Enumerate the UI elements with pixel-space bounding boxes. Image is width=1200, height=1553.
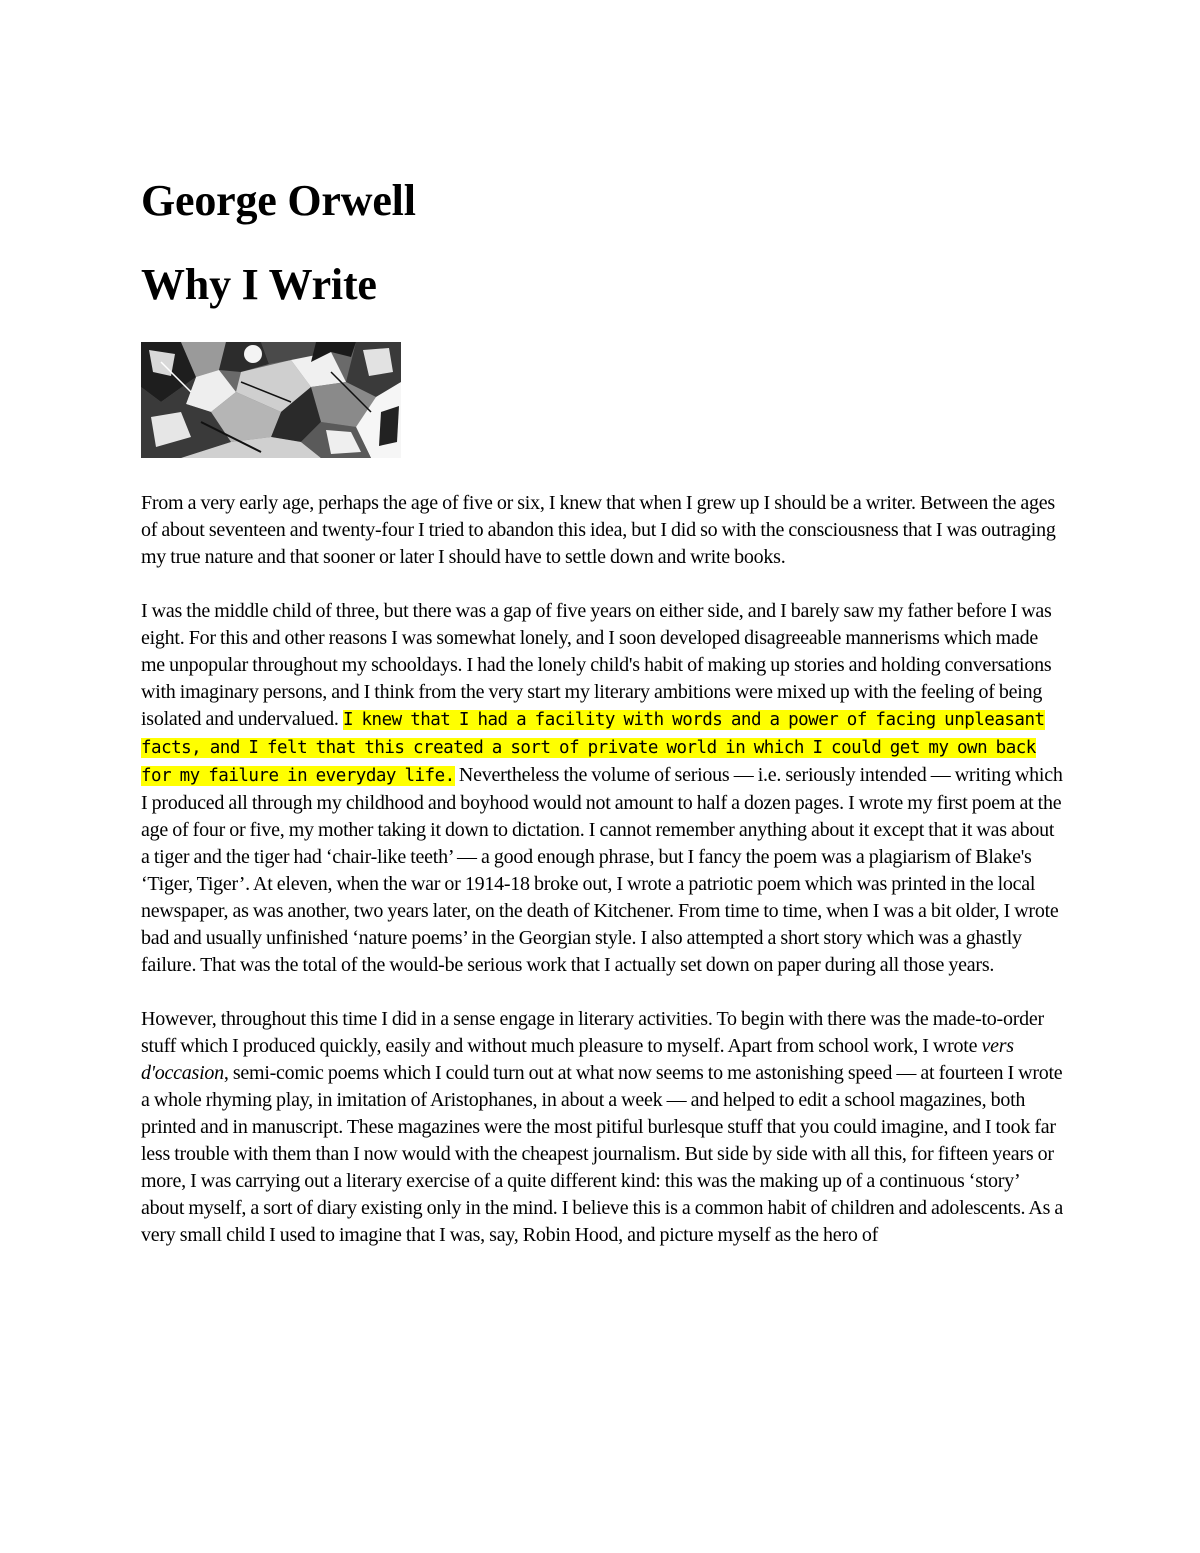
paragraph-1: From a very early age, perhaps the age of five or six, I knew that when I grew up I should be a writer. Between the ages of about seventeen and twenty-four I tried to abandon this idea, but I did so with the consciousness that I was outraging my true nature and that sooner or later I should have to settle down and write books. bbox=[141, 492, 1056, 568]
document-content bbox=[141, 172, 1066, 1276]
paragraph-2-text-end: Nevertheless the volume of serious — i.e. seriously intended — writing which I produced all through my childhood and boyhood would not amount to half a dozen pages. I wrote my first poem at the age of four or five, my mother taking it down to dictation. I cannot remember anything about it except that it was about a tiger and the tiger had ‘chair-like teeth’ — a good enough phrase, but I fancy the poem was a plagiarism of Blake's ‘Tiger, Tiger’. At eleven, when the war or 1914-18 broke out, I wrote a patriotic poem which was printed in the local newspaper, as was another, two years later, on the death of Kitchener. From time to time, when I was a bit older, I wrote bad and usually unfinished ‘nature poems’ in the Georgian style. I also attempted a short story which was a ghastly failure. That was the total of the would-be serious work that I actually set down on paper during all those years. bbox=[141, 764, 1063, 976]
italic-phrase: vers d'occasion bbox=[141, 1035, 1014, 1084]
paragraph-2-text-start: I was the middle child of three, but there was a gap of five years on either side, and I barely saw my father before I was eight. For this and other reasons I was somewhat lonely, and I soon developed disagreeable mannerisms which made me unpopular throughout my schooldays. I had the lonely child's habit of making up stories and holding conversations with imaginary persons, and I think from the very start my literary ambitions were mixed up with the feeling of being isolated and undervalued. bbox=[141, 600, 1052, 730]
author-heading: George Orwell bbox=[141, 176, 416, 225]
title-heading: Why I Write bbox=[141, 260, 377, 309]
paragraph-2 bbox=[141, 598, 1066, 979]
guernica-image bbox=[141, 342, 401, 458]
highlighted-passage: I knew that I had a facility with words and a power of facing unpleasant facts, and I felt that this created a sort of private world in which I could get my own back for my failure in everyday life. bbox=[141, 710, 1045, 786]
paragraph-3-text-start: However, throughout this time I did in a sense engage in literary activities. To begin with there was the made-to-order stuff which I produced quickly, easily and without much pleasure to myself. Apart from school work, I wrote bbox=[141, 1008, 1044, 1057]
paragraph-3 bbox=[141, 1006, 1066, 1249]
paragraph-3-text-end: , semi-comic poems which I could turn out at what now seems to me astonishing speed — at fourteen I wrote a whole rhyming play, in imitation of Aristophanes, in about a week — and helped to edit a school magazines, both printed and in manuscript. These magazines were the most pitiful burlesque stuff that you could imagine, and I took far less trouble with them than I now would with the cheapest journalism. But side by side with all this, for fifteen years or more, I was carrying out a literary exercise of a quite different kind: this was the making up of a continuous ‘story’ about myself, a sort of diary existing only in the mind. I believe this is a common habit of children and adolescents. As a very small child I used to imagine that I was, say, Robin Hood, and picture myself as the hero of bbox=[141, 1062, 1063, 1246]
